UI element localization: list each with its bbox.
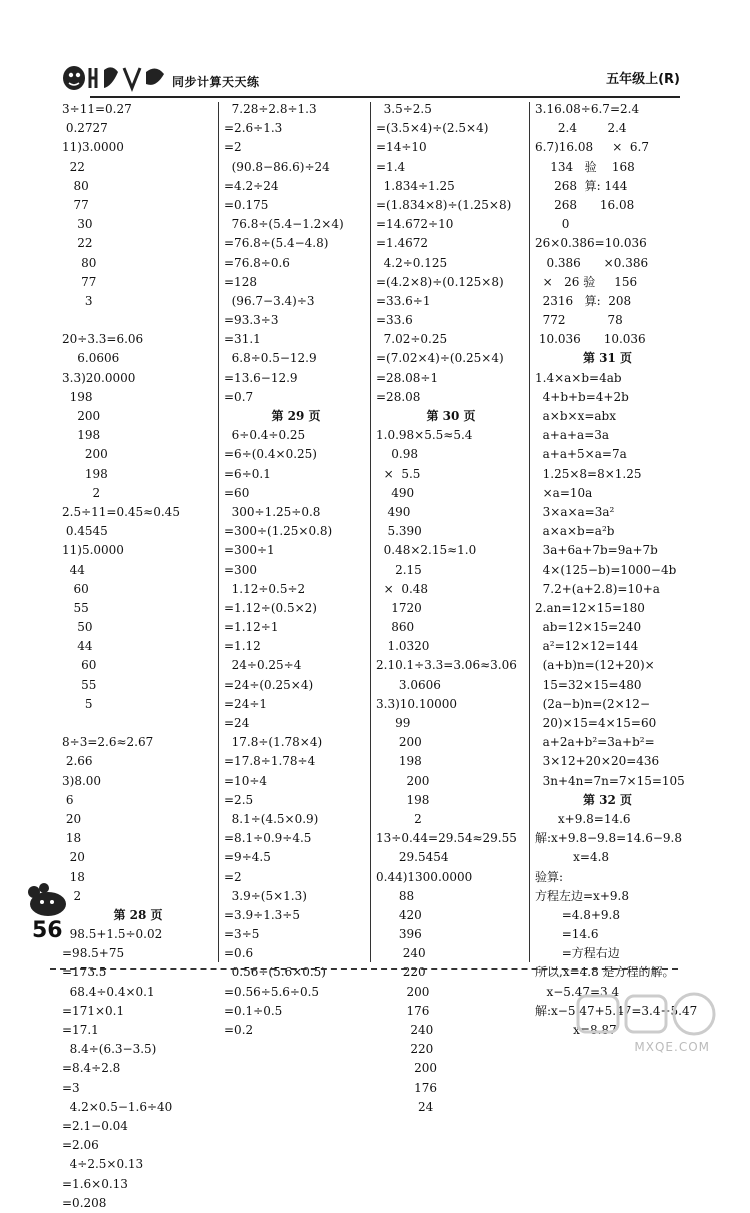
- answer-line: =300÷(1.25×0.8): [224, 524, 333, 539]
- answer-line: =60: [224, 485, 250, 500]
- answer-line: 50: [62, 620, 93, 635]
- answer-line: =17.8÷1.78÷4: [224, 754, 316, 769]
- answer-line: a+2a+b²=3a+b²=: [535, 735, 655, 750]
- answer-line: 6.7)16.08 × 6.7: [535, 140, 649, 155]
- answer-line: 1.4×a×b=4ab: [535, 370, 622, 385]
- answer-line: 7.2+(a+2.8)=10+a: [535, 581, 660, 596]
- answer-line: 68.4÷0.4×0.1: [62, 984, 155, 999]
- answer-line: 772 78: [535, 313, 623, 328]
- answer-line: =(3.5×4)÷(2.5×4): [376, 121, 489, 136]
- answer-line: =1.12÷(0.5×2): [224, 600, 317, 615]
- answer-line: 验算:: [535, 869, 564, 884]
- answer-line: =0.208: [62, 1195, 107, 1210]
- answer-line: 26×0.386=10.036: [535, 236, 647, 251]
- grade-label: 五年级上(R): [606, 72, 680, 87]
- answer-line: 198: [376, 754, 422, 769]
- answer-line: 2.4 2.4: [535, 121, 627, 136]
- answer-line: 2: [376, 811, 422, 826]
- answer-line: =8.4÷2.8: [62, 1061, 121, 1076]
- answer-column-1: [62, 100, 214, 1213]
- answer-line: 268 16.08: [535, 197, 635, 212]
- answer-line: 2.an=12×15=180: [535, 600, 645, 615]
- answer-line: =3.9÷1.3÷5: [224, 907, 300, 922]
- answer-line: 198: [62, 428, 101, 443]
- header-rule: [90, 96, 680, 98]
- answer-line: =3: [62, 1080, 80, 1095]
- answer-line: =4.2÷24: [224, 178, 279, 193]
- section-heading: 第 30 页: [426, 409, 476, 423]
- answer-line: =1.12÷1: [224, 620, 279, 635]
- answer-line: 22: [62, 159, 85, 174]
- answer-line: =128: [224, 274, 257, 289]
- answer-line: =76.8÷(5.4−4.8): [224, 236, 329, 251]
- answer-line: 4.2÷0.125: [376, 255, 448, 270]
- answer-line: 134 验 168: [535, 159, 635, 174]
- answer-line: =1.4672: [376, 236, 429, 251]
- answer-line: 420: [376, 907, 422, 922]
- answer-line: 3.5÷2.5: [376, 102, 432, 116]
- answer-line: [62, 311, 214, 330]
- answer-line: 2.5÷11=0.45≈0.45: [62, 504, 180, 519]
- answer-line: 8÷3=2.6≈2.67: [62, 735, 154, 750]
- answer-line: 200: [376, 735, 422, 750]
- answer-line: 8.1÷(4.5×0.9): [224, 811, 319, 826]
- column-divider: [370, 102, 371, 962]
- answer-line: =14.6: [535, 927, 599, 942]
- answer-line: =2: [224, 869, 242, 884]
- answer-line: 1.25×8=8×1.25: [535, 466, 642, 481]
- answer-line: =6÷0.1: [224, 466, 271, 481]
- answer-line: =28.08÷1: [376, 370, 439, 385]
- answer-line: 0.48×2.15≈1.0: [376, 543, 477, 558]
- answer-line: 0.386 ×0.386: [535, 255, 649, 270]
- answer-line: 490: [376, 504, 411, 519]
- answer-line: 55: [62, 677, 97, 692]
- answer-line: 11)5.0000: [62, 543, 124, 558]
- answer-line: 268 算: 144: [535, 178, 628, 193]
- answer-line: a×b×x=abx: [535, 409, 616, 423]
- answer-line: 1720: [376, 600, 422, 615]
- answer-line: =24÷(0.25×4): [224, 677, 314, 692]
- answer-line: 2316 算: 208: [535, 293, 632, 308]
- answer-line: 30: [62, 217, 93, 232]
- answer-line: 所以,x=4.8 是方程的解。: [535, 965, 675, 980]
- answer-line: [62, 714, 214, 733]
- column-divider: [218, 102, 219, 962]
- answer-line: =0.1÷0.5: [224, 1003, 283, 1018]
- answer-line: =(1.834×8)÷(1.25×8): [376, 197, 512, 212]
- answer-line: 176: [376, 1003, 430, 1018]
- answer-line: =方程右边: [535, 946, 620, 961]
- answer-line: 198: [376, 792, 430, 807]
- answer-line: 20÷3.3=6.06: [62, 332, 144, 347]
- answer-line: =1.4: [376, 159, 406, 174]
- answer-line: 3÷11=0.27: [62, 102, 132, 116]
- answer-line: 11)3.0000: [62, 140, 124, 155]
- answer-line: 15=32×15=480: [535, 677, 642, 692]
- answer-line: =1.12: [224, 639, 261, 654]
- answer-line: 24÷0.25÷4: [224, 658, 302, 673]
- answer-line: 3×a×a=3a²: [535, 504, 615, 519]
- answer-line: =4.8+9.8: [535, 907, 620, 922]
- answer-line: 解:x+9.8−9.8=14.6−9.8: [535, 831, 683, 846]
- watermark-text: MXQE.COM: [634, 1040, 710, 1054]
- series-title: 同步计算天天练: [172, 75, 260, 89]
- answer-line: × 0.48: [376, 581, 429, 596]
- answer-line: ab=12×15=240: [535, 620, 642, 635]
- answer-line: =28.08: [376, 389, 421, 404]
- answer-line: 20)×15=4×15=60: [535, 716, 657, 730]
- answer-line: 220: [376, 1042, 434, 1057]
- answer-line: 0.56÷(5.6×0.5): [224, 965, 326, 980]
- answer-line: x=8.87: [535, 1023, 617, 1037]
- answer-line: 17.8÷(1.78×4): [224, 735, 323, 750]
- answer-line: =31.1: [224, 332, 261, 347]
- answer-line: 99: [376, 716, 411, 730]
- answer-line: (2a−b)n=(2×12−: [535, 696, 650, 711]
- answer-line: 44: [62, 562, 85, 577]
- answer-line: 0.2727: [62, 121, 108, 136]
- answer-line: 490: [376, 485, 415, 500]
- section-heading: 第 28 页: [113, 907, 163, 922]
- answer-line: =0.2: [224, 1023, 254, 1037]
- answer-line: 55: [62, 600, 89, 615]
- answer-line: 60: [62, 658, 97, 673]
- answer-line: 44: [62, 639, 93, 654]
- answer-line: 方程左边=x+9.8: [535, 888, 629, 903]
- answer-line: 5: [62, 696, 93, 711]
- answer-line: =2.6÷1.3: [224, 121, 283, 136]
- answer-line: =13.6−12.9: [224, 370, 298, 385]
- answer-line: 200: [376, 984, 430, 999]
- answer-line: =33.6÷1: [376, 293, 431, 308]
- answer-line: =300÷1: [224, 543, 275, 558]
- answer-line: =9÷4.5: [224, 850, 271, 865]
- answer-line: =1.6×0.13: [62, 1176, 128, 1191]
- answer-line: =2.06: [62, 1138, 99, 1153]
- answer-line: 88: [376, 888, 415, 903]
- answer-line: 396: [376, 927, 422, 942]
- answer-line: 4+b+b=4+2b: [535, 389, 629, 404]
- footer-divider: [50, 968, 678, 970]
- answer-line: 3.3)10.10000: [376, 696, 458, 711]
- answer-line: 4÷2.5×0.13: [62, 1157, 144, 1172]
- answer-line: 200: [376, 773, 430, 788]
- answer-line: 60: [62, 581, 89, 596]
- answer-line: =(4.2×8)÷(0.125×8): [376, 274, 504, 289]
- answer-line: 1.12÷0.5÷2: [224, 581, 306, 596]
- answer-line: 198: [62, 466, 108, 481]
- answer-line: 0.98: [376, 447, 418, 462]
- answer-line: (96.7−3.4)÷3: [224, 293, 315, 308]
- answer-line: 6.8÷0.5−12.9: [224, 351, 317, 366]
- answer-line: 10.036 10.036: [535, 332, 646, 347]
- answer-line: =300: [224, 562, 257, 577]
- answer-line: 6÷0.4÷0.25: [224, 428, 306, 443]
- answer-line: =24: [224, 716, 250, 730]
- answer-line: 4.2×0.5−1.6÷40: [62, 1099, 173, 1114]
- answer-line: 22: [62, 236, 93, 251]
- answer-line: 1.0.98×5.5≈5.4: [376, 428, 473, 443]
- answer-line: 8.4÷(6.3−3.5): [62, 1042, 157, 1057]
- answer-line: 98.5+1.5÷0.02: [62, 927, 163, 942]
- answer-line: 76.8÷(5.4−1.2×4): [224, 217, 344, 232]
- answer-line: 240: [376, 1023, 434, 1037]
- answer-line: =171×0.1: [62, 1003, 125, 1018]
- answer-line: 3n+4n=7n=7×15=105: [535, 773, 685, 788]
- answer-line: =0.7: [224, 389, 254, 404]
- section-heading: 第 31 页: [582, 351, 633, 366]
- answer-line: 7.28÷2.8÷1.3: [224, 102, 317, 116]
- answer-line: 860: [376, 620, 415, 635]
- answer-line: 80: [62, 178, 89, 193]
- answer-line: 解:x−5.47+5.47=3.4+5.47: [535, 1003, 698, 1018]
- answer-line: 0: [535, 217, 570, 232]
- answer-line: 13÷0.44=29.54≈29.55: [376, 831, 517, 846]
- answer-line: =76.8÷0.6: [224, 255, 290, 270]
- answer-line: x−5.47=3.4: [535, 984, 620, 999]
- answer-line: =6÷(0.4×0.25): [224, 447, 317, 462]
- answer-line: =173.5: [62, 965, 107, 980]
- answer-line: (a+b)n=(12+20)×: [535, 658, 655, 673]
- answer-line: 77: [62, 197, 89, 212]
- mascot-icon: [20, 880, 70, 920]
- answer-line: =8.1÷0.9÷4.5: [224, 831, 312, 846]
- answer-line: 2.66: [62, 754, 93, 769]
- answer-line: 20: [62, 811, 82, 826]
- section-heading: 第 32 页: [582, 792, 633, 807]
- answer-line: 29.5454: [376, 850, 449, 865]
- answer-line: 0.44)1300.0000: [376, 869, 473, 884]
- answer-line: =3÷5: [224, 927, 260, 942]
- answer-line: 2.15: [376, 562, 422, 577]
- answer-line: a+a+5×a=7a: [535, 447, 627, 462]
- answer-line: 300÷1.25÷0.8: [224, 504, 321, 519]
- answer-line: × 26 验 156: [535, 274, 638, 289]
- answer-line: 5.390: [376, 524, 422, 539]
- answer-line: 3×12+20×20=436: [535, 754, 660, 769]
- answer-line: 2: [62, 888, 82, 903]
- answer-line: x=4.8: [535, 850, 610, 865]
- answer-line: 77: [62, 274, 97, 289]
- answer-line: 18: [62, 869, 85, 884]
- answer-line: 6: [62, 792, 74, 807]
- answer-column-3: [376, 100, 526, 1117]
- answer-line: =98.5+75: [62, 946, 125, 961]
- answer-line: =17.1: [62, 1023, 99, 1037]
- page-header: [60, 56, 680, 96]
- answer-line: 3.16.08÷6.7=2.4: [535, 102, 640, 116]
- answer-line: (90.8−86.6)÷24: [224, 159, 330, 174]
- answer-line: 3.9÷(5×1.3): [224, 888, 307, 903]
- answer-line: 0.4545: [62, 524, 108, 539]
- answer-line: 4×(125−b)=1000−4b: [535, 562, 677, 577]
- answer-line: 176: [376, 1080, 438, 1095]
- answer-line: 80: [62, 255, 97, 270]
- answer-line: 7.02÷0.25: [376, 332, 448, 347]
- answer-line: x+9.8=14.6: [535, 811, 631, 826]
- answer-line: a+a+a=3a: [535, 428, 610, 443]
- answer-line: =24÷1: [224, 696, 268, 711]
- column-divider: [529, 102, 530, 962]
- answer-line: =(7.02×4)÷(0.25×4): [376, 351, 504, 366]
- answer-line: =93.3÷3: [224, 313, 279, 328]
- answer-line: =14÷10: [376, 140, 427, 155]
- answer-line: =10÷4: [224, 773, 268, 788]
- answer-line: 3a+6a+7b=9a+7b: [535, 543, 658, 558]
- brand-logo-icon: [60, 58, 170, 94]
- answer-line: =0.175: [224, 197, 269, 212]
- answer-line: =2.1−0.04: [62, 1118, 128, 1133]
- answer-line: × 5.5: [376, 466, 421, 481]
- answer-line: 24: [376, 1099, 434, 1114]
- answer-line: 1.0320: [376, 639, 430, 654]
- answer-line: 3)8.00: [62, 773, 102, 788]
- answer-line: 200: [62, 447, 108, 462]
- answer-line: 2.10.1÷3.3=3.06≈3.06: [376, 658, 517, 673]
- answer-line: 18: [62, 831, 82, 846]
- section-heading: 第 29 页: [271, 409, 321, 423]
- answer-line: 1.834÷1.25: [376, 178, 455, 193]
- answer-column-4: [535, 100, 698, 1040]
- answer-line: 198: [62, 389, 93, 404]
- answer-line: =2: [224, 140, 242, 155]
- answer-line: ×a=10a: [535, 485, 593, 500]
- answer-line: 240: [376, 946, 426, 961]
- answer-line: a×a×b=a²b: [535, 524, 615, 539]
- answer-line: 2: [62, 485, 101, 500]
- answer-line: =0.6: [224, 946, 254, 961]
- answer-line: 3.3)20.0000: [62, 370, 136, 385]
- answer-line: 200: [376, 1061, 438, 1076]
- answer-column-2: [224, 100, 368, 1040]
- answer-line: 20: [62, 850, 85, 865]
- answer-line: a²=12×12=144: [535, 639, 639, 654]
- page-number: 56: [32, 918, 63, 943]
- answer-line: 220: [376, 965, 426, 980]
- answer-line: 3: [62, 293, 93, 308]
- answer-line: 3.0606: [376, 677, 441, 692]
- answer-line: =2.5: [224, 792, 254, 807]
- answer-line: 200: [62, 409, 101, 423]
- answer-line: =33.6: [376, 313, 413, 328]
- answer-line: =14.672÷10: [376, 217, 454, 232]
- answer-line: =0.56÷5.6÷0.5: [224, 984, 320, 999]
- answer-line: 6.0606: [62, 351, 120, 366]
